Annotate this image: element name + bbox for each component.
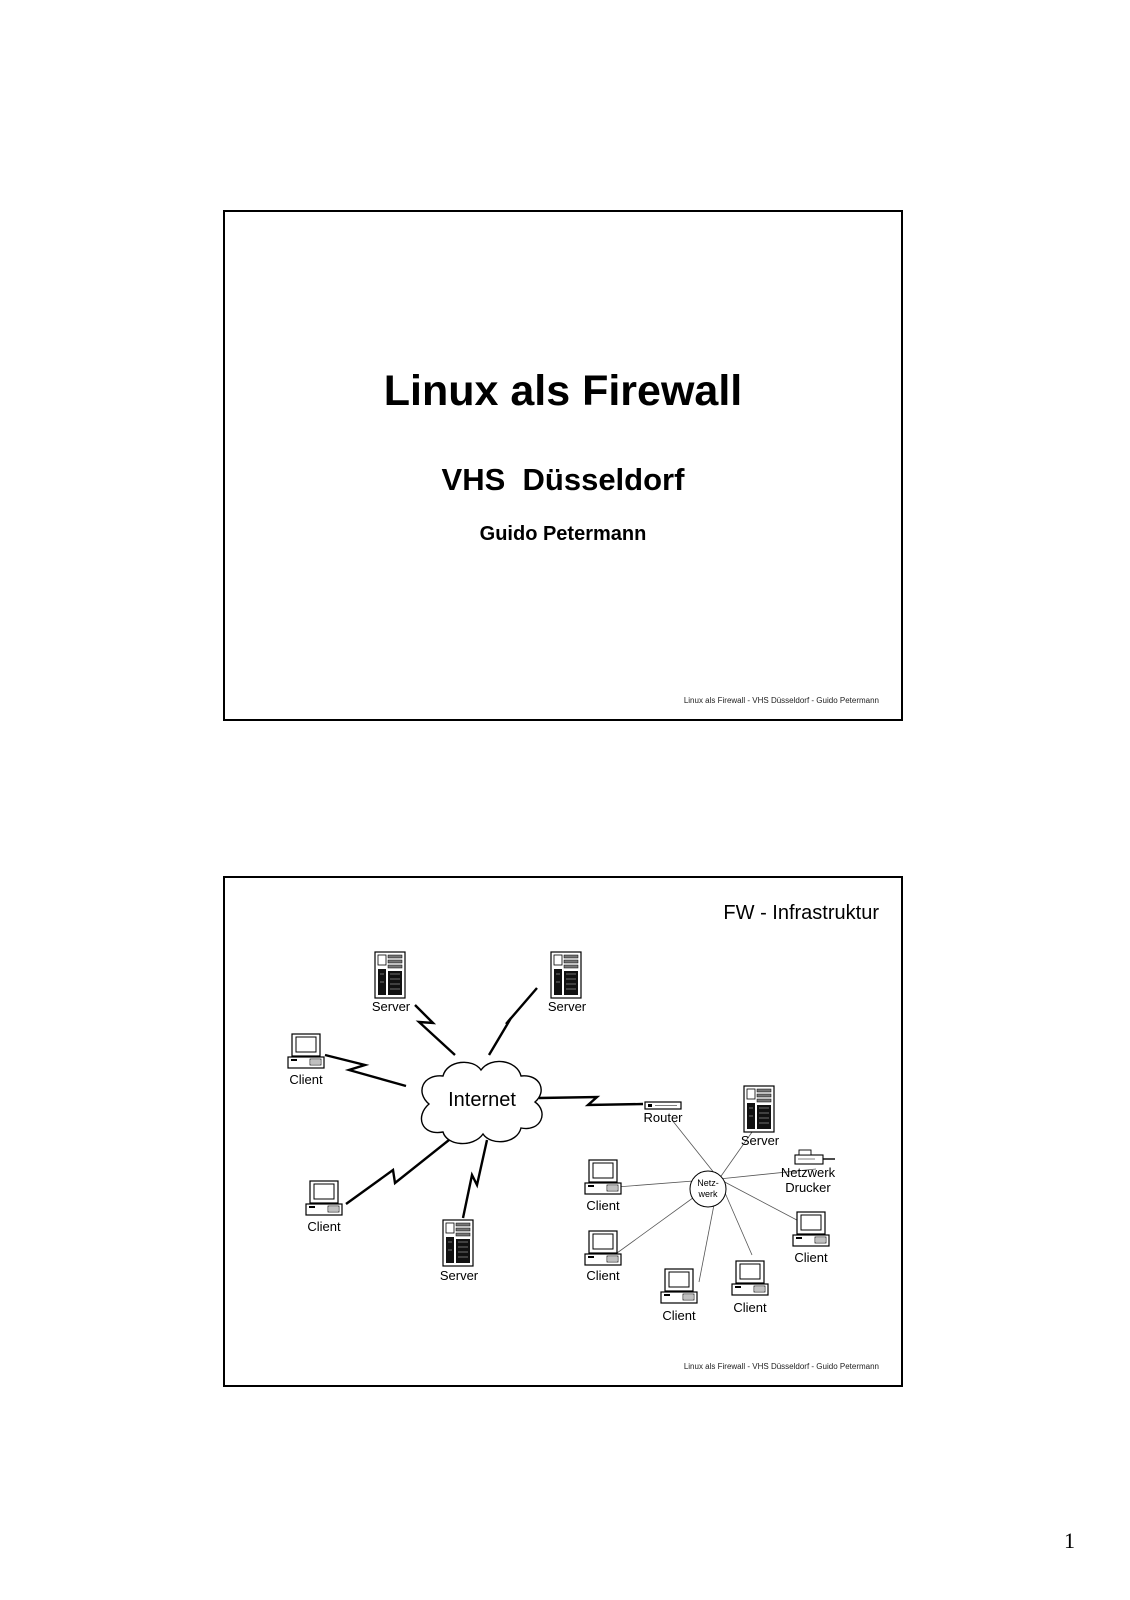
printer-label-line2: Drucker xyxy=(785,1180,831,1195)
slide-footer: Linux als Firewall - VHS Düsseldorf - Guido Petermann xyxy=(683,1362,879,1371)
client-node xyxy=(288,1034,324,1087)
node-label: Client xyxy=(733,1300,767,1315)
client-node xyxy=(585,1160,621,1213)
server-node xyxy=(741,1086,780,1148)
link-router xyxy=(539,1097,643,1105)
slide-subtitle: VHS Düsseldorf xyxy=(441,462,685,497)
network-hub xyxy=(690,1171,726,1207)
printer-node xyxy=(781,1150,836,1195)
link-server-top-right xyxy=(489,988,537,1055)
router-label: Router xyxy=(643,1110,683,1125)
client-node xyxy=(793,1212,829,1265)
slide-footer: Linux als Firewall - VHS Düsseldorf - Guido Petermann xyxy=(683,696,879,705)
router-node xyxy=(643,1102,683,1125)
node-label: Client xyxy=(586,1268,620,1283)
slide-author: Guido Petermann xyxy=(479,523,647,545)
node-label: Server xyxy=(547,999,587,1014)
server-node xyxy=(372,952,411,1014)
internet-label: Internet xyxy=(448,1089,516,1111)
link-client-bottom-left xyxy=(346,1140,449,1204)
node-label: Server xyxy=(740,1133,780,1148)
node-label: Client xyxy=(307,1219,341,1234)
node-label: Client xyxy=(586,1198,620,1213)
hub-label-line2: werk xyxy=(698,1189,718,1199)
node-label: Client xyxy=(289,1072,323,1087)
slide-title xyxy=(223,210,903,721)
printer-label-line1: Netzwerk xyxy=(780,1165,836,1180)
node-label: Server xyxy=(371,999,411,1014)
client-node xyxy=(585,1231,621,1283)
link-server-bottom xyxy=(463,1140,487,1218)
internet-cloud xyxy=(421,1061,542,1143)
client-node xyxy=(661,1269,697,1323)
link-server-top-left xyxy=(415,1005,455,1055)
client-node xyxy=(306,1181,342,1234)
slide-infrastructure xyxy=(223,876,903,1387)
page-number: 1 xyxy=(1064,1528,1075,1553)
node-label: Server xyxy=(439,1268,479,1283)
network-diagram xyxy=(225,878,901,1385)
server-node xyxy=(440,1220,479,1283)
slide-title-heading: Linux als Firewall xyxy=(383,367,743,415)
client-node xyxy=(732,1261,768,1315)
node-label: Client xyxy=(662,1308,696,1323)
slide-heading: FW - Infrastruktur xyxy=(723,902,879,924)
node-label: Client xyxy=(794,1250,828,1265)
link-client-top-left xyxy=(325,1055,406,1086)
hub-label-line1: Netz- xyxy=(697,1178,719,1188)
server-node xyxy=(548,952,587,1014)
